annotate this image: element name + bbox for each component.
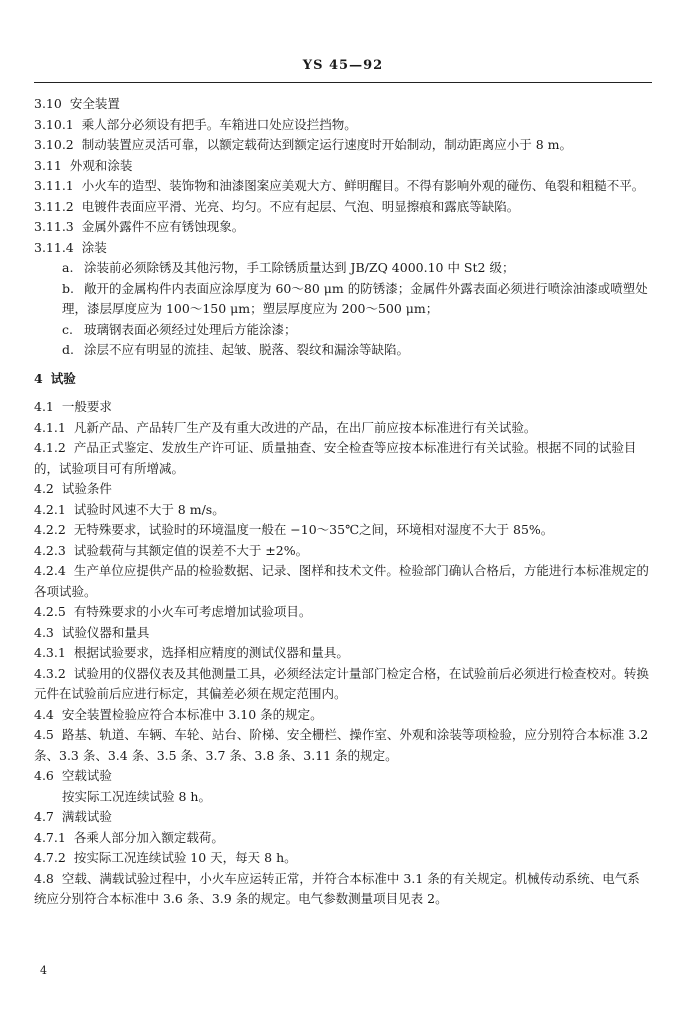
clause-text: 试验用的仪器仪表及其他测量工具，必须经法定计量部门检定合格，在试验前后必须进行检查校对。转换元件在试验前后应进行标定，其偏差必须在规定范围内。: [34, 665, 649, 701]
clause-3-11-3: [34, 217, 652, 238]
section-gap: [34, 389, 652, 397]
clause-text: 试验仪器和量具: [61, 624, 150, 640]
clause-4-4: [34, 705, 652, 726]
document-code-header: YS 45—92: [302, 58, 384, 73]
clause-number: 4.1: [34, 399, 54, 414]
clause-text: 电镀件表面应平滑、光亮、均匀。不应有起层、气泡、明显擦痕和露底等缺陷。: [81, 198, 520, 214]
clause-text: 一般要求: [61, 399, 112, 414]
clause-number: 4.6: [34, 768, 54, 783]
clause-number: 3.10.2: [34, 137, 74, 152]
list-item-c: [34, 320, 652, 341]
clause-3-11-1: [34, 176, 652, 197]
clause-number: 3.11.2: [34, 198, 74, 214]
clause-4-1: [34, 397, 652, 418]
list-item-text: 敞开的金属构件内表面应涂厚度为 60～80 μm 的防锈漆；金属件外露表面必须进行喷涂油漆或喷塑处理，漆层厚度应为 100～150 μm；塑层厚度应为 200～500 μm；: [62, 280, 648, 316]
clause-4-7: [34, 807, 652, 828]
clause-4-7-2: [34, 848, 652, 869]
clause-text: 安全装置检验应符合本标准中 3.10 条的规定。: [61, 706, 323, 722]
clause-4-6: [34, 766, 652, 787]
clause-text: 试验时风速不大于 8 m/s。: [73, 501, 225, 517]
clause-text: 涂装: [81, 239, 107, 255]
list-marker: a.: [62, 260, 74, 275]
clause-4-2: [34, 479, 652, 500]
clause-3-11-4: [34, 238, 652, 259]
clause-number: 4.2.1: [34, 501, 66, 517]
clause-4-5: [34, 725, 652, 766]
clause-number: 4.3.1: [34, 645, 66, 660]
clause-text: 路基、轨道、车辆、车轮、站台、阶梯、安全栅栏、操作室、外观和涂装等项检验，应分别符合本标准 3.2 条、3.3 条、3.4 条、3.5 条、3.7 条、3.8 条、3.11 条的规定。: [34, 727, 649, 763]
clause-4-2-1: [34, 500, 652, 521]
document-body: [34, 94, 652, 910]
clause-number: 4.4: [34, 706, 54, 722]
section-heading-4: [34, 369, 652, 390]
clause-4-3-1: [34, 643, 652, 664]
clause-text: 各乘人部分加入额定载荷。: [73, 829, 224, 845]
clause-text: 试验载荷与其额定值的误差不大于 ±2%。: [73, 542, 309, 558]
clause-text: 无特殊要求，试验时的环境温度一般在 −10～35℃之间，环境相对湿度不大于 85%。: [73, 522, 554, 537]
clause-number: 3.10.1: [34, 116, 74, 132]
list-marker: b.: [62, 280, 74, 296]
clause-4-1-2: [34, 438, 652, 479]
clause-number: 4.3: [34, 624, 54, 640]
clause-4-8: [34, 869, 652, 910]
clause-3-10-2: [34, 135, 652, 156]
list-marker: d.: [62, 342, 74, 357]
clause-text: 安全装置: [69, 96, 120, 111]
clause-text: 按实际工况连续试验 8 h。: [62, 788, 211, 804]
clause-text: 凡新产品、产品转厂生产及有重大改进的产品，在出厂前应按本标准进行有关试验。: [73, 419, 537, 435]
clause-number: 3.11.3: [34, 219, 74, 234]
clause-text: 空载、满载试验过程中，小火车应运转正常，并符合本标准中 3.1 条的有关规定。机械传动系统、电气系统应分别符合本标准中 3.6 条、3.9 条的规定。电气参数测量项目见表 2。: [34, 870, 640, 906]
clause-4-3-2: [34, 664, 652, 705]
clause-number: 4.8: [34, 870, 54, 886]
clause-text: 根据试验要求，选择相应精度的测试仪器和量具。: [73, 645, 349, 660]
clause-text: 生产单位应提供产品的检验数据、记录、图样和技术文件。检验部门确认合格后，方能进行本标准规定的各项试验。: [34, 563, 649, 599]
clause-3-11-2: [34, 197, 652, 218]
clause-text: 小火车的造型、装饰物和油漆图案应美观大方、鲜明醒目。不得有影响外观的碰伤、龟裂和粗糙不平。: [81, 178, 645, 193]
clause-4-6-body: [34, 787, 652, 808]
list-item-text: 玻璃钢表面必须经过处理后方能涂漆；: [84, 321, 297, 337]
page-number: 4: [40, 964, 47, 977]
clause-text: 有特殊要求的小火车可考虑增加试验项目。: [73, 604, 312, 619]
clause-3-10-1: [34, 115, 652, 136]
header-rule: [34, 82, 652, 83]
list-item-d: [34, 340, 652, 361]
clause-number: 4.2.5: [34, 604, 66, 619]
clause-3-11: [34, 156, 652, 177]
clause-number: 4.2.2: [34, 522, 66, 537]
clause-number: 4.7.2: [34, 850, 66, 865]
clause-number: 4.2.3: [34, 542, 66, 558]
list-item-text: 涂装前必须除锈及其他污物，手工除锈质量达到 JB/ZQ 4000.10 中 St2 级；: [84, 260, 515, 275]
list-item-a: [34, 258, 652, 279]
clause-4-3: [34, 623, 652, 644]
clause-text: 产品正式鉴定、发放生产许可证、质量抽查、安全检查等应按本标准进行有关试验。根据不同的试验目的，试验项目可有所增减。: [34, 440, 637, 476]
clause-number: 4.1.1: [34, 419, 66, 435]
clause-text: 外观和涂装: [69, 157, 133, 173]
clause-text: 试验条件: [61, 481, 112, 496]
clause-4-2-3: [34, 541, 652, 562]
list-marker: c.: [62, 321, 73, 337]
clause-4-1-1: [34, 418, 652, 439]
clause-number: 4.1.2: [34, 440, 66, 455]
clause-number: 3.11.1: [34, 178, 74, 193]
section-gap: [34, 361, 652, 369]
clause-text: 乘人部分必须设有把手。车箱进口处应设拦挡物。: [81, 116, 357, 132]
clause-text: 金属外露件不应有锈蚀现象。: [81, 219, 245, 234]
clause-number: 3.10: [34, 96, 62, 111]
clause-number: 4.2: [34, 481, 54, 496]
clause-4-2-5: [34, 602, 652, 623]
clause-4-2-4: [34, 561, 652, 602]
list-item-b: [34, 279, 652, 320]
clause-3-10: [34, 94, 652, 115]
clause-number: 4.5: [34, 727, 54, 742]
section-title: 试验: [50, 370, 76, 386]
clause-number: 3.11: [34, 157, 62, 173]
clause-number: 4.7: [34, 809, 54, 824]
clause-number: 4.3.2: [34, 665, 66, 681]
section-number: 4: [34, 370, 43, 386]
clause-4-7-1: [34, 828, 652, 849]
clause-text: 空载试验: [61, 768, 112, 783]
clause-number: 4.2.4: [34, 563, 66, 578]
list-item-text: 涂层不应有明显的流挂、起皱、脱落、裂纹和漏涂等缺陷。: [84, 342, 410, 357]
clause-text: 制动装置应灵活可靠，以额定载荷达到额定运行速度时开始制动，制动距离应小于 8 m。: [81, 137, 573, 152]
clause-text: 按实际工况连续试验 10 天，每天 8 h。: [73, 850, 297, 865]
clause-text: 满载试验: [61, 809, 112, 824]
clause-number: 3.11.4: [34, 239, 74, 255]
clause-4-2-2: [34, 520, 652, 541]
clause-number: 4.7.1: [34, 829, 66, 845]
